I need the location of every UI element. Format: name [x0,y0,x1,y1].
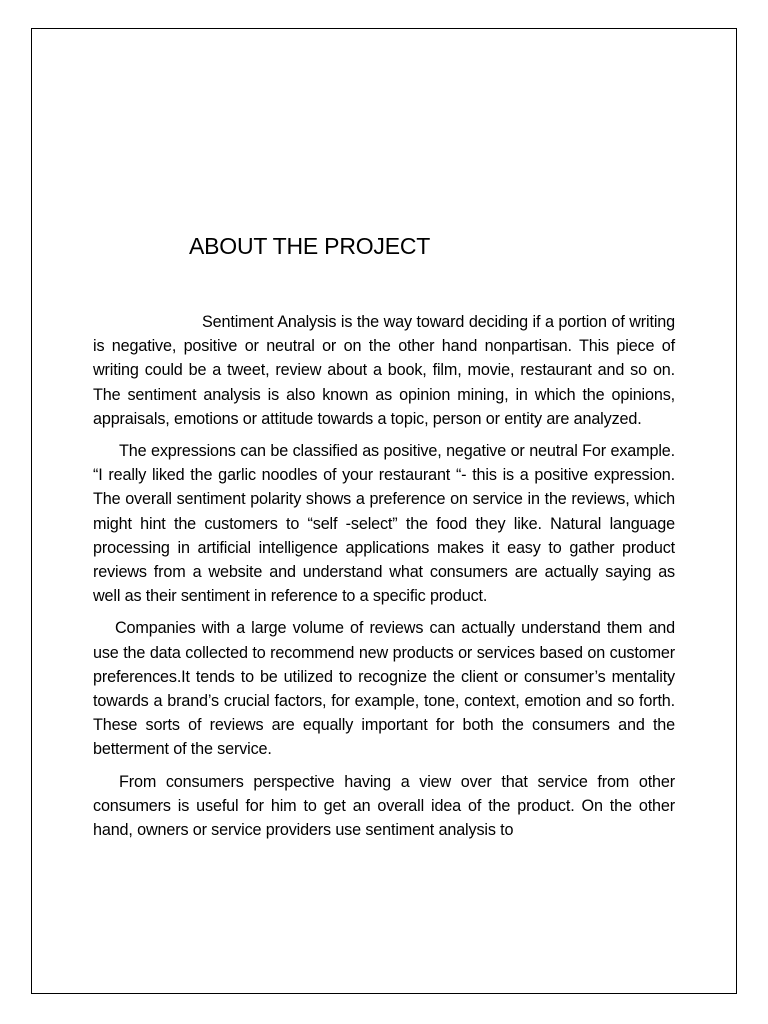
paragraph-companies: Companies with a large volume of reviews can actually understand them and use the data collected to recommend new products or services based on customer preferences.It tends to be utilized to recognize the client or consumer’s mentality towards a brand’s crucial factors, for example, tone, context, emotion and so forth. These sorts of reviews are equally important for both the consumers and the betterment of the service. [93,619,675,759]
page-title: ABOUT THE PROJECT [189,233,431,259]
paragraph-intro: Sentiment Analysis is the way toward deciding if a portion of writing is negative, positive or neutral or on the other hand nonpartisan. This piece of writing could be a tweet, review about a book, film, movie, restaurant and so on. The sentiment analysis is also known as opinion mining, in which the opinions, appraisals, emotions or attitude towards a topic, person or entity are analyzed. [93,313,675,428]
document-body [93,310,675,850]
paragraph-consumers: From consumers perspective having a view over that service from other consumers is useful for him to get an overall idea of the product. On the other hand, owners or service providers use sentiment analysis to [93,772,675,840]
paragraph-expressions: The expressions can be classified as positive, negative or neutral For example. “I really liked the garlic noodles of your restaurant “- this is a positive expression. The overall sentiment polarity shows a preference on service in the reviews, which might hint the customers to “self -select” the food they like. Natural language processing in artificial intelligence applications makes it easy to gather product reviews from a website and understand what consumers are actually saying as well as their sentiment in reference to a specific product. [93,442,675,606]
